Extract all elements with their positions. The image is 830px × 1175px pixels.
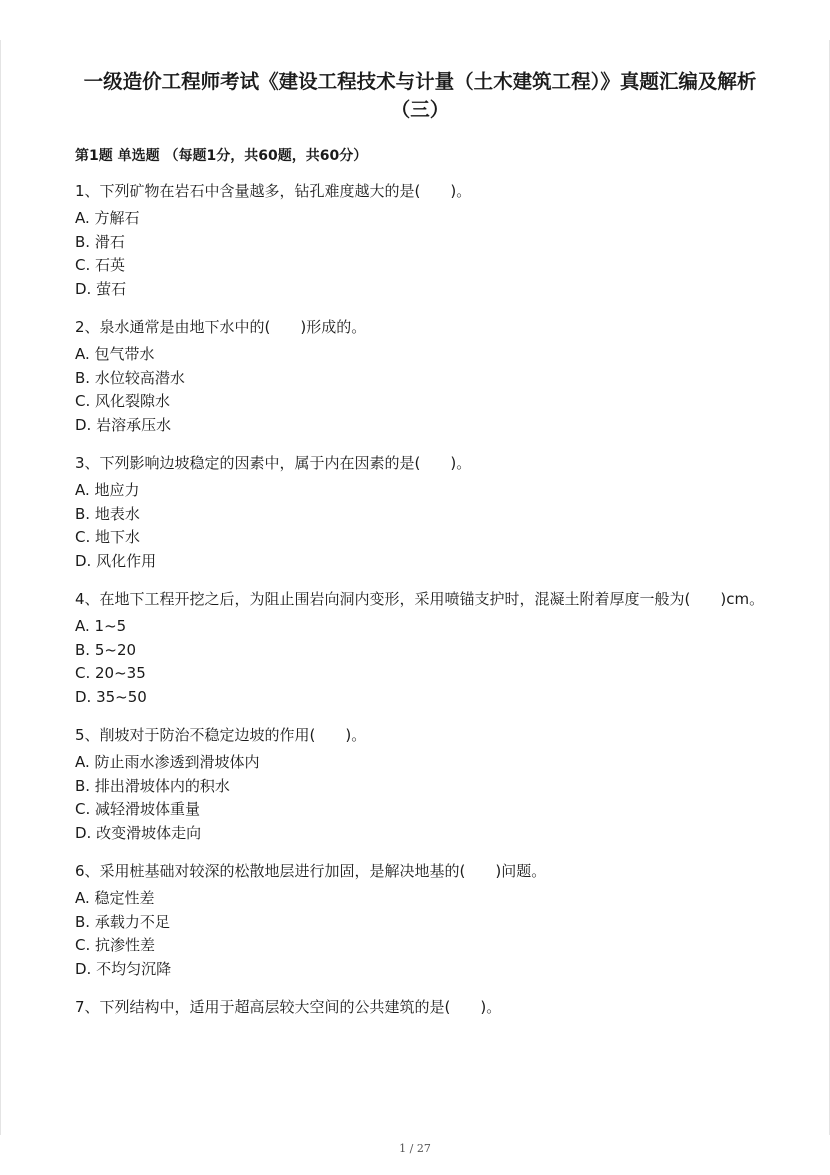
answer-option: A. 防止雨水渗透到滑坡体内 (75, 753, 260, 771)
question-4 (75, 587, 765, 709)
answer-option: A. 稳定性差 (75, 889, 155, 907)
answer-option: D. 35~50 (75, 687, 147, 706)
question-stem: 6、采用桩基础对较深的松散地层进行加固，是解决地基的( )问题。 (75, 862, 547, 880)
question-5 (75, 723, 765, 845)
question-stem: 3、下列影响边坡稳定的因素中，属于内在因素的是( )。 (75, 454, 472, 472)
answer-option: C. 减轻滑坡体重量 (75, 800, 201, 818)
answer-option: B. 滑石 (75, 232, 125, 251)
answer-option: B. 承载力不足 (75, 912, 170, 931)
question-list (75, 179, 765, 1019)
question-2 (75, 315, 765, 437)
answer-option: B. 排出滑坡体内的积水 (75, 776, 230, 795)
question-stem: 2、泉水通常是由地下水中的( )形成的。 (75, 318, 367, 336)
answer-option: D. 不均匀沉降 (75, 959, 172, 978)
answer-option: C. 20~35 (75, 664, 146, 682)
question-1 (75, 179, 765, 301)
answer-option: D. 改变滑坡体走向 (75, 823, 202, 842)
answer-option: C. 石英 (75, 256, 126, 274)
question-stem: 1、下列矿物在岩石中含量越多，钻孔难度越大的是( )。 (75, 182, 472, 200)
document-body (75, 68, 765, 1033)
answer-option: D. 岩溶承压水 (75, 415, 172, 434)
answer-option: B. 5~20 (75, 640, 137, 659)
answer-option: A. 方解石 (75, 209, 140, 227)
answer-option: A. 地应力 (75, 481, 140, 499)
question-6 (75, 859, 765, 981)
question-stem: 5、削坡对于防治不稳定边坡的作用( )。 (75, 726, 367, 744)
answer-option: B. 地表水 (75, 504, 140, 523)
answer-option: A. 包气带水 (75, 345, 155, 363)
question-7 (75, 995, 765, 1019)
page-number: 1 / 27 (399, 1142, 431, 1155)
answer-option: C. 抗渗性差 (75, 936, 156, 954)
answer-option: D. 风化作用 (75, 551, 157, 570)
answer-option: B. 水位较高潜水 (75, 368, 185, 387)
answer-option: A. 1~5 (75, 617, 127, 635)
answer-option: C. 风化裂隙水 (75, 392, 171, 410)
answer-option: C. 地下水 (75, 528, 141, 546)
question-stem: 7、下列结构中，适用于超高层较大空间的公共建筑的是( )。 (75, 998, 502, 1016)
page-border-left (0, 40, 1, 1135)
document-title: 一级造价工程师考试《建设工程技术与计量（土木建筑工程）》真题汇编及解析（三） (83, 70, 757, 121)
question-3 (75, 451, 765, 573)
answer-option: D. 萤石 (75, 279, 127, 298)
section-heading: 第1题 单选题 （每题1分，共60题，共60分） (75, 148, 368, 164)
question-stem: 4、在地下工程开挖之后，为阻止围岩向洞内变形，采用喷锚支护时，混凝土附着厚度一般为( )cm。 (75, 590, 765, 608)
